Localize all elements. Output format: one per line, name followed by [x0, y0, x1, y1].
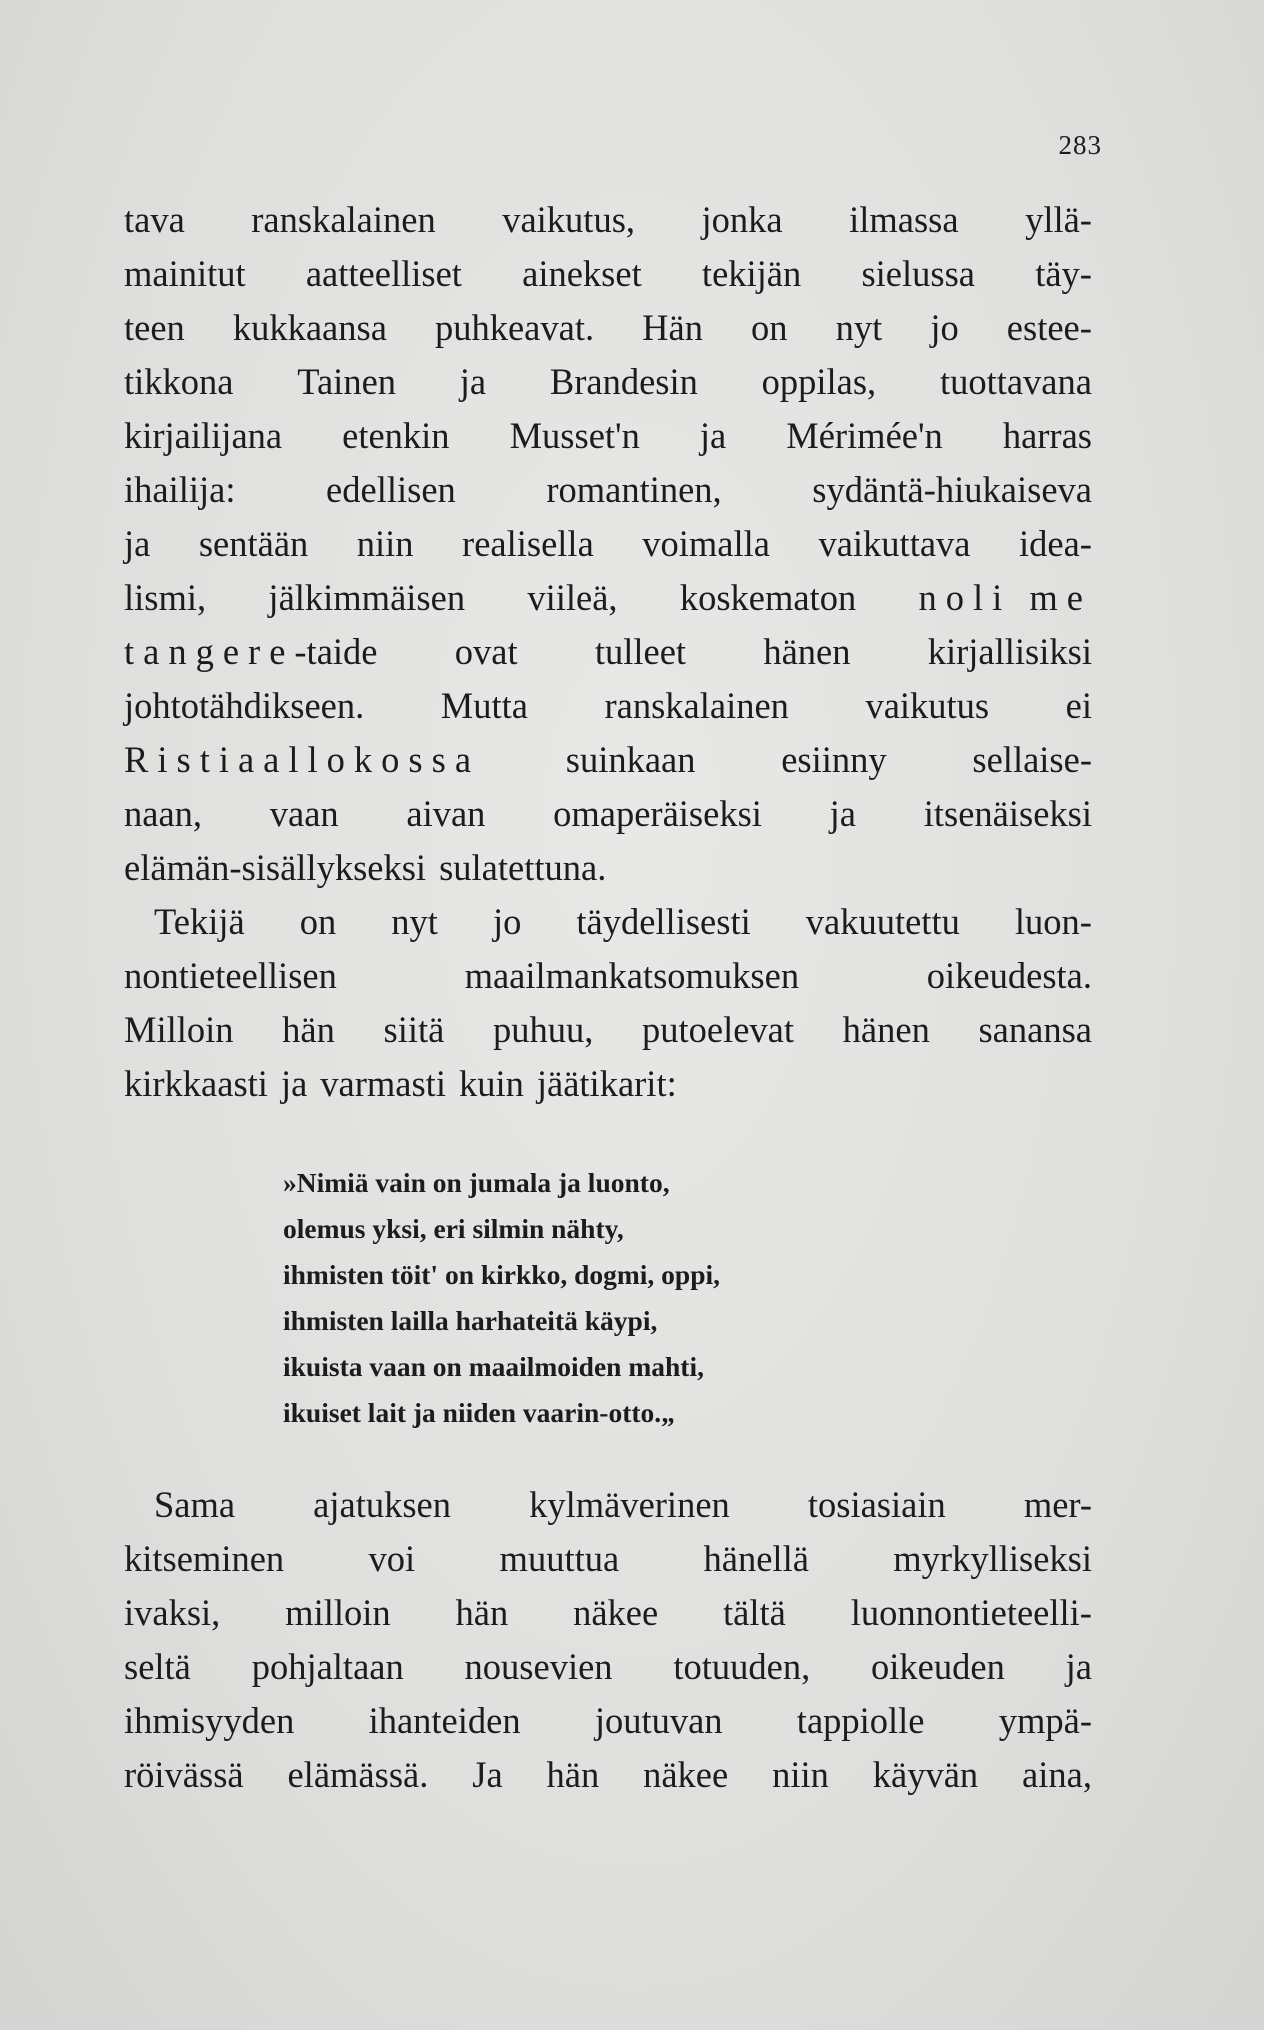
word: luonnontieteelli- — [850, 1592, 1092, 1633]
word: näkee — [573, 1592, 659, 1633]
word: ja — [124, 523, 151, 564]
word: naan, — [124, 793, 203, 834]
word: jo — [930, 307, 959, 348]
word: tosiasiain — [807, 1484, 946, 1525]
text-line — [124, 517, 1092, 571]
word: esiinny — [781, 739, 887, 780]
word: sellaise- — [972, 739, 1092, 780]
text-line — [124, 679, 1092, 733]
word: puhuu, — [492, 1009, 594, 1050]
word: Hän — [642, 307, 703, 348]
word: ainekset — [522, 253, 642, 294]
word: tältä — [723, 1592, 786, 1633]
word: ihmisyyden — [124, 1700, 295, 1741]
word: varmasti — [320, 1063, 446, 1104]
text-line — [124, 733, 1092, 787]
word: mainitut — [124, 253, 246, 294]
emphasized-word: tangere — [124, 631, 295, 672]
word: totuuden, — [673, 1646, 811, 1687]
word: Ja — [472, 1754, 503, 1795]
word: mer- — [1023, 1484, 1092, 1525]
word: vaikutus — [865, 685, 990, 726]
text-line — [124, 949, 1092, 1003]
word: itsenäiseksi — [923, 793, 1092, 834]
word: ihailija: — [124, 469, 236, 510]
word: kirjailijana — [124, 415, 283, 456]
text-line — [124, 1003, 1092, 1057]
word — [124, 625, 378, 679]
word: omaperäiseksi — [553, 793, 762, 834]
word: Milloin — [124, 1009, 234, 1050]
word: Sama — [154, 1484, 236, 1525]
emphasized-word: Ristiaallokossa — [124, 739, 481, 780]
word: seltä — [124, 1646, 191, 1687]
word: pohjaltaan — [251, 1646, 404, 1687]
word: kitseminen — [124, 1538, 285, 1579]
word: yllä- — [1025, 199, 1092, 240]
word: hän — [282, 1009, 335, 1050]
text-line — [124, 1057, 1092, 1111]
poem-line: ihmisten lailla harhateitä käypi, — [283, 1305, 658, 1336]
text-line — [124, 355, 1092, 409]
word: idea- — [1018, 523, 1092, 564]
word: täy- — [1035, 253, 1092, 294]
word: Tainen — [297, 361, 397, 402]
word: maailmankatsomuksen — [464, 955, 800, 996]
word: johtotähdikseen. — [124, 685, 365, 726]
word: tikkona — [124, 361, 234, 402]
word: vaan — [269, 793, 339, 834]
word: on — [751, 307, 788, 348]
word: realisella — [462, 523, 594, 564]
word: ja — [699, 415, 727, 456]
word: muuttua — [499, 1538, 620, 1579]
word: Mutta — [440, 685, 528, 726]
text-line — [124, 895, 1092, 949]
word: harras — [1002, 415, 1092, 456]
word: -taide — [294, 631, 378, 672]
word: jo — [492, 901, 522, 942]
word: edellisen — [326, 469, 456, 510]
page-number: 283 — [1058, 130, 1102, 160]
text-line — [124, 841, 1092, 895]
word: sulatettuna. — [439, 847, 607, 888]
word: jälkimmäisen — [268, 577, 466, 618]
word: Mérimée'n — [786, 415, 943, 456]
word: elämässä. — [287, 1754, 429, 1795]
word: aina, — [1022, 1754, 1092, 1795]
word: etenkin — [342, 415, 450, 456]
text-line — [124, 787, 1092, 841]
word: sentään — [198, 523, 309, 564]
word: luon- — [1014, 901, 1092, 942]
text-line — [124, 1532, 1092, 1586]
word: sanansa — [978, 1009, 1092, 1050]
word: kylmäverinen — [529, 1484, 730, 1525]
word: ovat — [454, 631, 518, 672]
word: kirkkaasti — [124, 1063, 268, 1104]
word: nyt — [391, 901, 438, 942]
word: myrkylliseksi — [893, 1538, 1092, 1579]
word: tekijän — [701, 253, 802, 294]
word: oikeuden — [871, 1646, 1005, 1687]
word: aivan — [406, 793, 486, 834]
word: puhkeavat. — [434, 307, 595, 348]
word: ranskalainen — [604, 685, 789, 726]
word: ihanteiden — [368, 1700, 521, 1741]
word: hänen — [763, 631, 851, 672]
text-line — [124, 1640, 1092, 1694]
word: ranskalainen — [251, 199, 436, 240]
word: kirjallisiksi — [927, 631, 1092, 672]
quoted-poem — [283, 1160, 720, 1436]
word: voi — [368, 1538, 416, 1579]
word: nousevien — [464, 1646, 613, 1687]
text-line — [124, 301, 1092, 355]
word: voimalla — [642, 523, 770, 564]
word: siitä — [383, 1009, 445, 1050]
closing-paragraph — [124, 1478, 1092, 1802]
word: milloin — [285, 1592, 391, 1633]
word: hänen — [842, 1009, 930, 1050]
text-line — [124, 571, 1092, 625]
word: aatteelliset — [305, 253, 462, 294]
word: ajatuksen — [313, 1484, 452, 1525]
poem-line: »Nimiä vain on jumala ja luonto, — [283, 1167, 670, 1198]
word: ja — [459, 361, 487, 402]
poem-line: ikuiset lait ja niiden vaarin-otto.„ — [283, 1397, 675, 1428]
text-line — [124, 1694, 1092, 1748]
word: elämän-sisällykseksi — [124, 847, 427, 888]
word: lismi, — [124, 577, 207, 618]
word: koskematon — [679, 577, 857, 618]
text-line — [124, 625, 1092, 679]
word: romantinen, — [546, 469, 722, 510]
word: joutuvan — [594, 1700, 723, 1741]
word: Brandesin — [549, 361, 698, 402]
word: jonka — [701, 199, 783, 240]
word: tuottavana — [939, 361, 1092, 402]
word: ilmassa — [849, 199, 959, 240]
word: suinkaan — [565, 739, 696, 780]
word: Tekijä — [154, 901, 245, 942]
poem-line: olemus yksi, eri silmin nähty, — [283, 1213, 624, 1244]
word: nontieteellisen — [124, 955, 337, 996]
emphasized-word: noli me — [918, 577, 1092, 618]
word: Musset'n — [509, 415, 640, 456]
text-line — [124, 1478, 1092, 1532]
word: ja — [1065, 1646, 1092, 1687]
poem-line: ikuista vaan on maailmoiden mahti, — [283, 1351, 704, 1382]
word: vakuutettu — [805, 901, 960, 942]
word: ivaksi, — [124, 1592, 221, 1633]
text-line — [124, 247, 1092, 301]
word: oppilas, — [761, 361, 877, 402]
word: on — [299, 901, 337, 942]
word: sydäntä-hiukaiseva — [812, 469, 1092, 510]
text-line — [124, 409, 1092, 463]
word: ja — [280, 1063, 308, 1104]
text-line — [124, 193, 1092, 247]
word: niin — [772, 1754, 829, 1795]
word: estee- — [1006, 307, 1092, 348]
poem-line: ihmisten töit' on kirkko, dogmi, oppi, — [283, 1259, 721, 1290]
text-line — [124, 1748, 1092, 1802]
word: käyvän — [872, 1754, 979, 1795]
word: vaikuttava — [818, 523, 971, 564]
text-line — [124, 1586, 1092, 1640]
word: hän — [546, 1754, 600, 1795]
word: niin — [356, 523, 414, 564]
word: putoelevat — [642, 1009, 795, 1050]
word: viileä, — [527, 577, 618, 618]
word: teen — [124, 307, 185, 348]
word: hänellä — [703, 1538, 809, 1579]
word: tappiolle — [796, 1700, 925, 1741]
word: kukkaansa — [232, 307, 387, 348]
word: ei — [1065, 685, 1092, 726]
word: tulleet — [594, 631, 687, 672]
word: jäätikarit: — [536, 1063, 677, 1104]
text-line — [124, 463, 1092, 517]
word: röivässä — [124, 1754, 244, 1795]
word: sielussa — [861, 253, 975, 294]
word: näkee — [643, 1754, 729, 1795]
word: tava — [124, 199, 185, 240]
word: täydellisesti — [576, 901, 751, 942]
word: oikeudesta. — [926, 955, 1092, 996]
main-paragraphs — [124, 193, 1092, 1111]
word: nyt — [835, 307, 883, 348]
word: hän — [455, 1592, 509, 1633]
word: vaikutus, — [502, 199, 636, 240]
word: ympä- — [998, 1700, 1092, 1741]
word: ja — [829, 793, 856, 834]
word: kuin — [458, 1063, 524, 1104]
